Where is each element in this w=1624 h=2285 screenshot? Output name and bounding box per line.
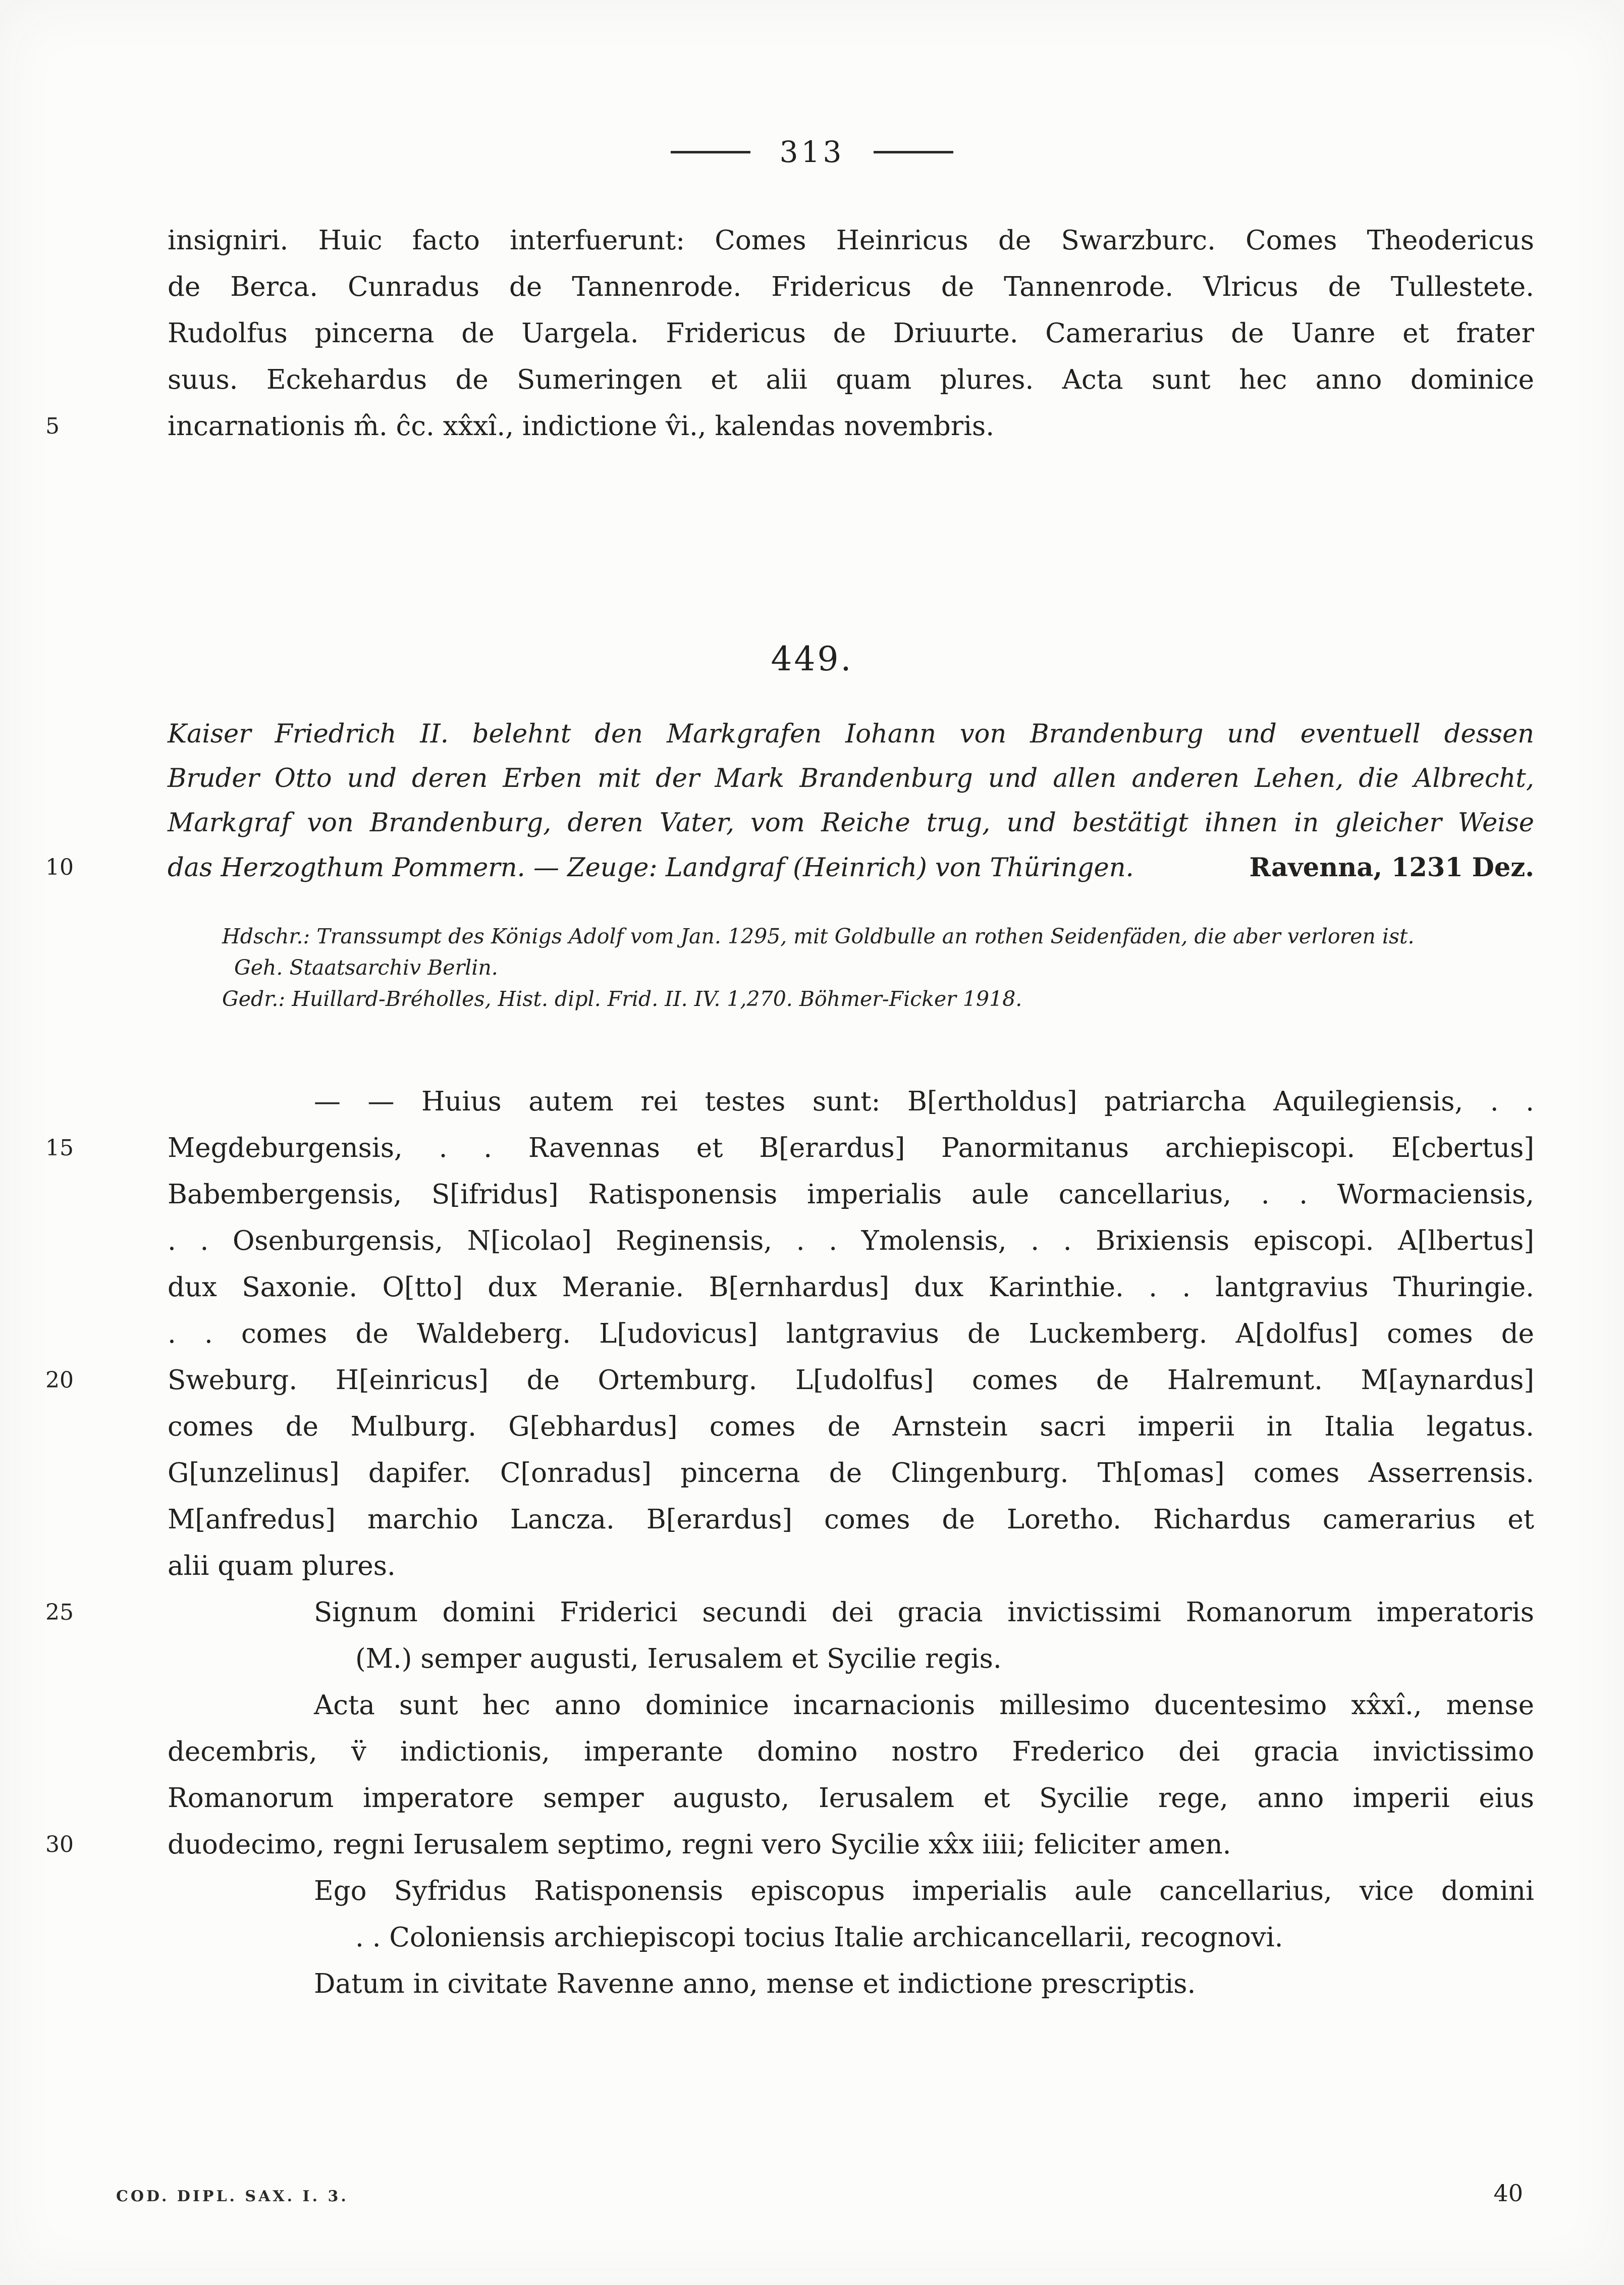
line-text: Ego Syfridus Ratisponensis episcopus imperialis aule cancellarius, vice domini xyxy=(314,1876,1534,1906)
page-footer xyxy=(0,2180,1624,2207)
text-line xyxy=(168,1682,1534,1729)
line-text: suus. Eckehardus de Sumeringen et alii quam plures. Acta sunt hec anno dominice xyxy=(168,364,1534,395)
margin-line-number: 20 xyxy=(45,1367,74,1393)
text-line xyxy=(45,845,1534,890)
text-line xyxy=(222,983,1534,1015)
acta-paragraph xyxy=(45,1682,1534,1868)
line-text: — — Huius autem rei testes sunt: B[ertholdus] patriarcha Aquilegiensis, . . xyxy=(314,1086,1534,1117)
text-line xyxy=(168,218,1534,264)
line-text: Rudolfus pincerna de Uargela. Fridericus de Driuurte. Camerarius de Uanre et frater xyxy=(168,318,1534,349)
header-rule-left xyxy=(671,151,750,153)
signum-paragraph xyxy=(45,1589,1534,1682)
header-rule-right xyxy=(874,151,953,153)
sheet-number: 40 xyxy=(1493,2180,1523,2207)
text-line xyxy=(168,264,1534,310)
line-text: Gedr.: Huillard-Bréholles, Hist. dipl. Frid. II. IV. 1,270. Böhmer-Ficker 1918. xyxy=(222,987,1022,1011)
line-text: duodecimo, regni Ierusalem septimo, regni vero Sycilie xx̂x iiii; feliciter amen. xyxy=(168,1829,1231,1860)
margin-line-number: 5 xyxy=(45,413,60,439)
line-text: Geh. Staatsarchiv Berlin. xyxy=(234,955,498,980)
line-text: (M.) semper augusti, Ierusalem et Sycilie regis. xyxy=(355,1643,1002,1674)
text-line xyxy=(45,1822,1534,1868)
text-line xyxy=(168,1450,1534,1497)
line-text: G[unzelinus] dapifer. C[onradus] pincerna de Clingenburg. Th[omas] comes Asserrensis. xyxy=(168,1458,1534,1489)
margin-line-number: 30 xyxy=(45,1832,74,1857)
line-text: . . comes de Waldeberg. L[udovicus] lantgravius de Luckemberg. A[dolfus] comes de xyxy=(168,1318,1534,1349)
text-line xyxy=(168,1543,1534,1589)
text-line xyxy=(168,1264,1534,1311)
text-line xyxy=(168,1218,1534,1264)
document-body xyxy=(45,1079,1534,2007)
text-line xyxy=(168,1868,1534,1915)
line-text: Signum domini Friderici secundi dei gracia invictissimi Romanorum imperatoris xyxy=(314,1597,1534,1628)
line-text: Megdeburgensis, . . Ravennas et B[erardus] Panormitanus archiepiscopi. E[cbertus] xyxy=(168,1133,1534,1163)
line-text: decembris, v̈ indictionis, imperante domino nostro Frederico dei gracia invictissimo xyxy=(168,1736,1534,1767)
margin-line-number: 25 xyxy=(45,1600,74,1625)
text-line xyxy=(168,310,1534,357)
document-summary-regest xyxy=(45,712,1534,890)
line-text: incarnationis m̂. ĉc. xx̂xî., indictione v̂i., kalendas novembris. xyxy=(168,411,995,442)
text-line xyxy=(168,757,1534,801)
line-text: M[anfredus] marchio Lancza. B[erardus] comes de Loretho. Richardus camerarius et xyxy=(168,1504,1534,1535)
text-line xyxy=(168,1079,1534,1125)
text-line xyxy=(168,1404,1534,1450)
text-line xyxy=(168,801,1534,845)
text-line xyxy=(168,1497,1534,1543)
line-text: comes de Mulburg. G[ebhardus] comes de Arnstein sacri imperii in Italia legatus. xyxy=(168,1411,1534,1442)
text-line xyxy=(45,403,1534,450)
datum-paragraph xyxy=(168,1961,1534,2007)
line-text: dux Saxonie. O[tto] dux Meranie. B[ernhardus] dux Karinthie. . . lantgravius Thuringie. xyxy=(168,1272,1534,1303)
text-line xyxy=(168,1636,1534,1682)
line-text: Romanorum imperatore semper augusto, Ierusalem et Sycilie rege, anno imperii eius xyxy=(168,1783,1534,1814)
ego-recognition-paragraph xyxy=(168,1868,1534,1961)
line-text: das Herzogthum Pommern. — Zeuge: Landgraf (Heinrich) von Thüringen. xyxy=(168,853,1134,883)
text-line xyxy=(45,1589,1534,1636)
text-line xyxy=(168,357,1534,403)
line-text: de Berca. Cunradus de Tannenrode. Fridericus de Tannenrode. Vlricus de Tullestete. xyxy=(168,272,1534,302)
line-text: Kaiser Friedrich II. belehnt den Markgrafen Iohann von Brandenburg und eventuell dessen xyxy=(168,719,1534,749)
line-text: Markgraf von Brandenburg, deren Vater, vom Reiche trug, und bestätigt ihnen in gleicher Weise xyxy=(168,808,1534,838)
witness-paragraph xyxy=(45,1079,1534,1589)
summary-place-date: Ravenna, 1231 Dez. xyxy=(1249,853,1534,883)
line-text: . . Osenburgensis, N[icolao] Reginensis, . . Ymolensis, . . Brixiensis episcopi. A[lbertus] xyxy=(168,1226,1534,1256)
margin-line-number: 15 xyxy=(45,1135,74,1161)
line-text: Bruder Otto und deren Erben mit der Mark Brandenburg und allen anderen Lehen, die Albrecht, xyxy=(168,764,1534,793)
text-line xyxy=(168,1172,1534,1218)
source-notes xyxy=(222,921,1534,1015)
line-text: Hdschr.: Transsumpt des Königs Adolf vom Jan. 1295, mit Goldbulle an rothen Seidenfäden, die aber verloren ist. xyxy=(222,924,1415,948)
line-text: insigniri. Huic facto interfuerunt: Comes Heinricus de Swarzburc. Comes Theodericus xyxy=(168,225,1534,256)
series-signature: COD. DIPL. SAX. I. 3. xyxy=(116,2188,349,2205)
text-line xyxy=(168,1775,1534,1822)
document-number-heading: 449. xyxy=(771,640,853,678)
line-text: Datum in civitate Ravenne anno, mense et indictione prescriptis. xyxy=(314,1969,1196,1999)
text-line xyxy=(45,1357,1534,1404)
margin-line-number: 10 xyxy=(45,855,74,880)
line-text: Babembergensis, S[ifridus] Ratisponensis imperialis aule cancellarius, . . Wormaciensis, xyxy=(168,1179,1534,1210)
text-line xyxy=(168,1311,1534,1357)
text-line xyxy=(168,1729,1534,1775)
page-number: 313 xyxy=(779,135,845,169)
line-text: Sweburg. H[einricus] de Ortemburg. L[udolfus] comes de Halremunt. M[aynardus] xyxy=(168,1365,1534,1396)
line-text: . . Coloniensis archiepiscopi tocius Italie archicancellarii, recognovi. xyxy=(355,1922,1283,1953)
line-text: Acta sunt hec anno dominice incarnacionis millesimo ducentesimo xx̂xî., mense xyxy=(314,1690,1534,1721)
text-line xyxy=(168,1915,1534,1961)
text-line xyxy=(222,921,1534,952)
text-line xyxy=(168,712,1534,757)
previous-document-continuation xyxy=(45,218,1534,450)
text-line xyxy=(222,952,1534,983)
line-text: alii quam plures. xyxy=(168,1551,396,1581)
text-line xyxy=(45,1125,1534,1172)
text-line xyxy=(168,1961,1534,2007)
page-header xyxy=(0,132,1624,172)
